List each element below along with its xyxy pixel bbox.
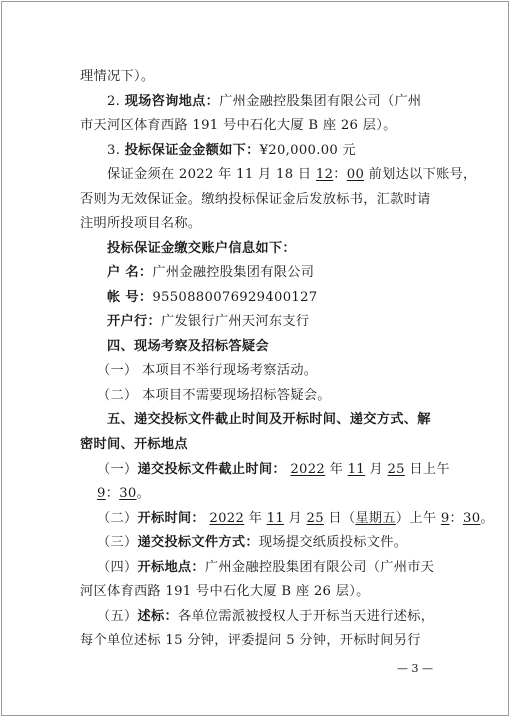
text-segment: ：: [333, 167, 347, 182]
bold-text: 密时间、开标地点: [80, 437, 188, 452]
text-line: [80, 117, 397, 135]
text-segment: （四）: [97, 560, 138, 575]
text-line: [97, 608, 434, 626]
bold-text: 四、现场考察及招标答疑会: [107, 339, 269, 354]
bold-text: 开标时间：: [137, 511, 205, 526]
text-line: [107, 338, 269, 356]
page-number: — 3 —: [397, 662, 433, 675]
text-segment: 年: [325, 462, 348, 477]
text-segment: 2.: [107, 94, 125, 109]
bold-text: 帐 号：: [107, 290, 153, 305]
text-line: [97, 387, 331, 405]
underlined-text: 30: [119, 486, 137, 501]
text-segment: 年: [244, 511, 267, 526]
text-segment: ：: [449, 511, 464, 526]
text-line: [107, 289, 317, 307]
underlined-text: 11: [347, 462, 365, 477]
text-segment: 月: [364, 462, 388, 477]
underlined-text: 00: [346, 167, 365, 182]
underlined-text: 星期五: [355, 511, 396, 526]
text-segment: 各单位需派被授权人于开标当天进行述标，: [177, 609, 435, 624]
bold-text: 递交投标文件截止时间：: [137, 462, 286, 477]
text-segment: 日（: [323, 511, 356, 526]
text-segment: （一）: [97, 462, 138, 477]
text-segment: 广州金融控股集团有限公司（广州市天: [204, 560, 435, 575]
bold-text: 开标地点：: [137, 560, 205, 575]
underlined-text: 11: [266, 511, 285, 526]
text-segment: 3.: [107, 143, 125, 158]
text-segment: 市天河区体育西路 191 号中石化大厦 B 座 26 层）。: [80, 118, 397, 133]
text-line: [107, 166, 477, 184]
text-segment: 理情况下）。: [80, 69, 155, 84]
text-line: [97, 559, 434, 577]
text-segment: 广发银行广州天河东支行: [160, 314, 310, 329]
text-line: [97, 461, 450, 479]
text-segment: ：: [105, 486, 120, 501]
text-line: [107, 142, 356, 160]
text-segment: 注明所投项目名称。: [80, 216, 202, 231]
underlined-text: 2022: [209, 511, 245, 526]
text-segment: （五）: [97, 609, 138, 624]
text-segment: ）上午: [395, 511, 441, 526]
text-segment: 9550880076929400127: [152, 290, 318, 305]
text-segment: 每个单位述标 15 分钟，评委提问 5 分钟，开标时间另行: [80, 633, 421, 648]
text-line: [97, 485, 150, 503]
text-line: [107, 264, 314, 282]
text-line: [97, 510, 494, 528]
bold-text: 开户行：: [107, 314, 161, 329]
underlined-text: 9: [440, 511, 450, 526]
bold-text: 现场咨询地点：: [124, 94, 220, 109]
text-line: [97, 534, 407, 552]
underlined-text: 9: [97, 486, 106, 501]
text-segment: 前划达以下账号，: [364, 167, 477, 182]
bold-text: 户 名：: [107, 265, 153, 280]
text-line: [80, 632, 421, 650]
underlined-text: 12: [315, 167, 334, 182]
text-line: [80, 436, 188, 454]
text-segment: 河区体育西路 191 号中石化大厦 B 座 26 层）。: [80, 584, 370, 599]
text-segment: 日上午: [404, 462, 450, 477]
bold-text: 投标保证金缴交账户信息如下：: [107, 241, 296, 256]
text-segment: 广州金融控股集团有限公司: [152, 265, 315, 280]
text-line: [107, 93, 421, 111]
bold-text: 投标保证金金额如下：: [124, 143, 260, 158]
text-segment: 月: [284, 511, 307, 526]
text-line: [97, 362, 317, 380]
bold-text: 五、递交投标文件截止时间及开标时间、递交方式、解: [107, 412, 431, 427]
bold-text: 递交投标文件方式：: [137, 535, 259, 550]
text-line: [107, 411, 431, 429]
text-line: [80, 68, 154, 86]
underlined-text: 25: [306, 511, 324, 526]
text-segment: 。: [136, 486, 151, 501]
text-line: [107, 240, 296, 258]
text-segment: （二） 本项目不需要现场招标答疑会。: [97, 388, 331, 403]
underlined-text: 25: [387, 462, 405, 477]
text-segment: （二）: [97, 511, 138, 526]
text-segment: 。: [480, 511, 494, 526]
text-segment: 否则为无效保证金。缴纳投标保证金后发放标书，汇款时请: [80, 192, 431, 207]
underlined-text: 30: [463, 511, 481, 526]
text-line: [107, 313, 309, 331]
text-segment: 广州金融控股集团有限公司（广州: [219, 94, 422, 109]
text-segment: 保证金须在 2022 年 11 月 18 日: [107, 167, 316, 182]
text-segment: ¥20,000.00 元: [259, 143, 357, 158]
text-line: [80, 191, 431, 209]
text-segment: （三）: [97, 535, 138, 550]
text-line: [80, 583, 370, 601]
underlined-text: 2022: [290, 462, 326, 477]
bold-text: 述标：: [137, 609, 178, 624]
text-segment: （一） 本项目不举行现场考察活动。: [97, 363, 318, 378]
text-line: [80, 215, 201, 233]
text-segment: 现场提交纸质投标文件。: [258, 535, 408, 550]
